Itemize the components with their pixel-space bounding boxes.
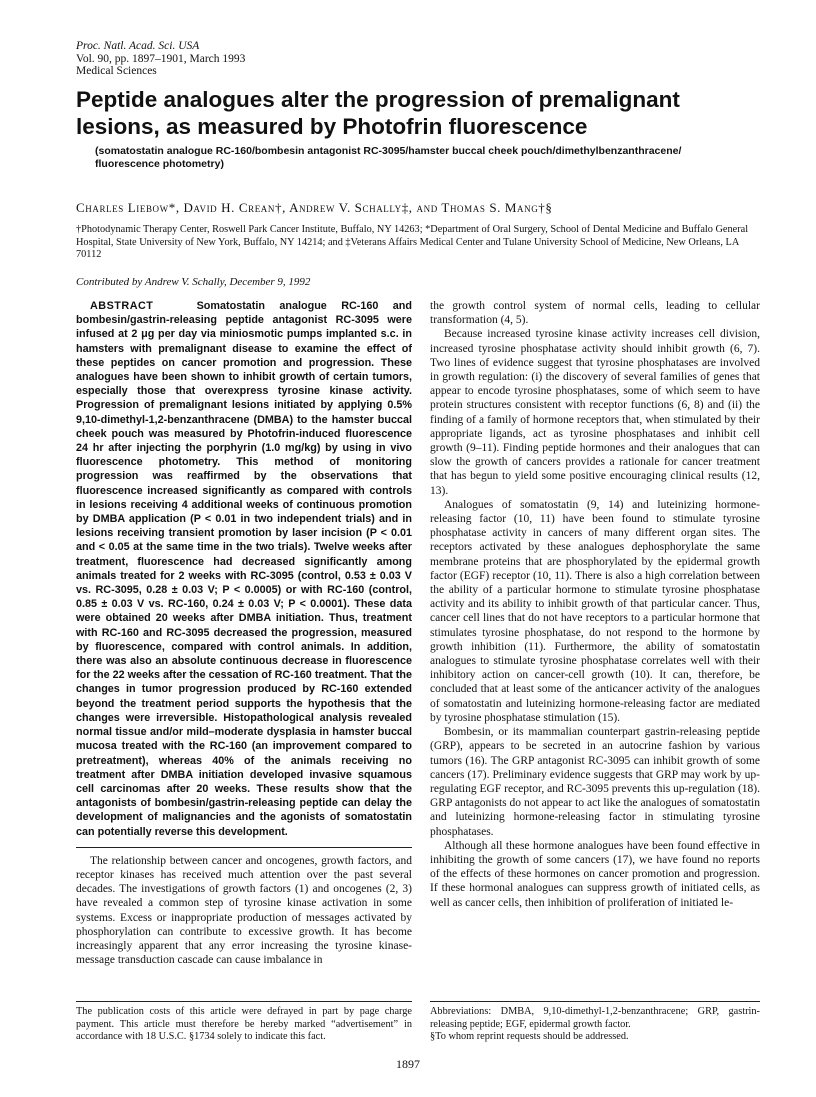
journal-volume: Vol. 90, pp. 1897–1901, March 1993 (76, 52, 246, 65)
body-paragraph: Analogues of somatostatin (9, 14) and luteinizing hormone-releasing factor (10, 11) have been found to stimulate tyrosine phosphatase activity in cancers of many different organ sites. The receptors activated by these analogues dephosphorylate the same membrane proteins that are phosphorylated by the epidermal growth factor (EGF) receptor (10, 11). There is also a high correlation between the ability of a particular hormone to stimulate tyrosine phosphatase activity and its ability to inhibit growth of that particular cancer. Thus, cancer cell lines that do not have receptors to a particular hormone that stimulates tyrosine phosphatase, do not respond to the hormone by growth inhibition (11). Furthermore, the ability of somatostatin analogues to stimulate tyrosine phosphatase correlates well with their inhibitory action on cancer-cell growth (10). It can, therefore, be concluded that at least some of the anticancer activity of the analogues of somatostatin and luteinizing hormone-releasing factor are mediated by tyrosine phosphatase stimulation (15). (430, 498, 760, 724)
journal-section: Medical Sciences (76, 65, 157, 77)
reprint-note: §To whom reprint requests should be addressed. (430, 1031, 629, 1042)
abbreviations: Abbreviations: DMBA, 9,10-dimethyl-1,2-benzanthracene; GRP, gastrin-releasing peptide; EGF, epidermal growth factor. (430, 1006, 760, 1030)
journal-header (76, 40, 245, 78)
publication-cost-footnote (76, 1001, 412, 1044)
body-paragraph: The relationship between cancer and oncogenes, growth factors, and receptor kinases has received much attention over the past several decades. The investigations of growth factors (1) and oncogenes (2, 3) have revealed a common step of tyrosine kinase activation in some systems. Excess or inappropriate production of messages activated by phosphorylation can contribute to excessive growth. It has become increasingly apparent that any error increasing the tyrosine kinase-message transduction cascade can cause imbalance in (76, 854, 412, 967)
abstract-text: Somatostatin analogue RC-160 and bombesin/gastrin-releasing peptide antagonist RC-3095 were infused at 2 μg per day via miniosmotic pumps implanted s.c. in hamsters with premalignant disease to examine the effect of these peptides on cancer promotion and progression. These analogues have been shown to inhibit growth of certain tumors, especially those that overexpress tyrosine kinase activity. Progression of premalignant lesions initiated by applying 0.5% 9,10-dimethyl-1,2-benzanthracene (DMBA) to the hamster buccal cheek pouch was measured by Photofrin-induced fluorescence 24 hr after injecting the porphyrin (1.0 mg/kg) by using in vivo fluorescence photometry. This method of monitoring progression was reaffirmed by the observations that fluorescence increased significantly as compared with controls in lesions receiving 4 additional weeks of continuous promotion by DMBA application (P < 0.01 in two independent trials) and in lesions receiving transient promotion by laser incision (P < 0.01 and < 0.05 at the same time in the two trials). Twelve weeks after treatment, fluorescence had decreased significantly among animals treated for 2 weeks with RC-3095 (control, 0.53 ± 0.03 V vs. RC-3095, 0.28 ± 0.03 V; P < 0.0005) or with RC-160 (control, 0.85 ± 0.03 V vs. RC-160, 0.24 ± 0.03 V; P < 0.0001). These data were obtained 20 weeks after DMBA initiation. Thus, treatment with RC-160 and RC-3095 decreased the progression, measured by fluorescence, compared with control animals. In addition, there was also an absolute continuous decrease in fluorescence for the 22 weeks after the cessation of RC-160 treatment. That the changes in tumor progression produced by RC-160 extended beyond the treatment period supports the hypothesis that the changes were irreversible. Histopathological analysis revealed normal tissue and/or mild–moderate dysplasia in hamster buccal mucosa treated with the RC-160 (an improvement compared to pretreatment), whereas 40% of the animals receiving no treatment after DMBA initiation developed invasive squamous cell carcinomas after 20 weeks. These results show that the antagonists of bombesin/gastrin-releasing peptide can delay the development of malignancies and the agonists of somatostatin can potentially reverse this development. (76, 300, 413, 838)
footnote-divider (430, 1001, 760, 1002)
journal-name: Proc. Natl. Acad. Sci. USA (76, 40, 200, 52)
page-number: 1897 (396, 1057, 420, 1071)
body-paragraph: Although all these hormone analogues have been found effective in inhibiting the growth of some cancers (17), we have found no reports of the effects of these hormones on cancer promotion and progression. If these hormonal analogues can suppress growth of initiated cells, as well as cancer cells, then inhibition of proliferation of initiated le- (430, 839, 760, 909)
paper-title: Peptide analogues alter the progression of premalignant lesions, as measured by Photofrin fluorescence (76, 87, 680, 139)
authors: Charles Liebow*, David H. Crean†, Andrew V. Schally‡, and Thomas S. Mang†§ (76, 200, 553, 215)
footnote-text: The publication costs of this article were defrayed in part by page charge payment. This article must therefore be hereby marked “advertisement” in accordance with 18 U.S.C. §1734 solely to indicate this fact. (76, 1006, 412, 1042)
abstract-divider (76, 847, 412, 848)
body-paragraph: the growth control system of normal cells, leading to cellular transformation (4, 5). (430, 300, 760, 327)
left-column (76, 299, 412, 967)
keywords: (somatostatin analogue RC-160/bombesin antagonist RC-3095/hamster buccal cheek pouch/dimethylbenzanthracene/ fluorescence photometry) (95, 145, 682, 170)
body-paragraph: Because increased tyrosine kinase activity increases cell division, increased tyrosine phosphatase activity should inhibit growth (6, 7). Two lines of evidence suggest that tyrosine phosphatases are involved in growth regulation: (i) the discovery of several families of genes that appear to encode tyrosine phosphatases, some of which seem to have protein structures consistent with receptor functions (6, 8) and (ii) the finding of a family of hormone receptors that, when stimulated by their appropriate ligands, act as tyrosine phosphatases and inhibit cell growth (9–11). Finding peptide hormones and their analogues that can slow the growth of cancers provides a rationale for cancer treatment that has begun to yield some positive encouraging clinical results (12, 13). (430, 328, 760, 497)
right-column (430, 299, 760, 910)
contributed-by: Contributed by Andrew V. Schally, December 9, 1992 (76, 276, 311, 288)
body-paragraph: Bombesin, or its mammalian counterpart gastrin-releasing peptide (GRP), appears to be secreted in an autocrine fashion by various tumors (16). The GRP antagonist RC-3095 can inhibit growth of some cancers (17). Preliminary evidence suggests that GRP may work by up-regulating EGF receptor, and RC-3095 prevents this up-regulation (18). GRP antagonists do not appear to act like the analogues of somatostatin and luteinizing hormone-releasing factor in stimulating tyrosine phosphatases. (430, 726, 760, 838)
affiliations: †Photodynamic Therapy Center, Roswell Park Cancer Institute, Buffalo, NY 14263; *Department of Oral Surgery, School of Dental Medicine and Buffalo General Hospital, State University of New York, Buffalo, NY 14214; and ‡Veterans Affairs Medical Center and Tulane University School of Medicine, New Orleans, LA 70112 (76, 224, 749, 260)
abstract-label: ABSTRACT (90, 300, 154, 312)
abstract (76, 299, 412, 839)
abbreviations-footnote (430, 1001, 760, 1044)
footnote-divider (76, 1001, 412, 1002)
